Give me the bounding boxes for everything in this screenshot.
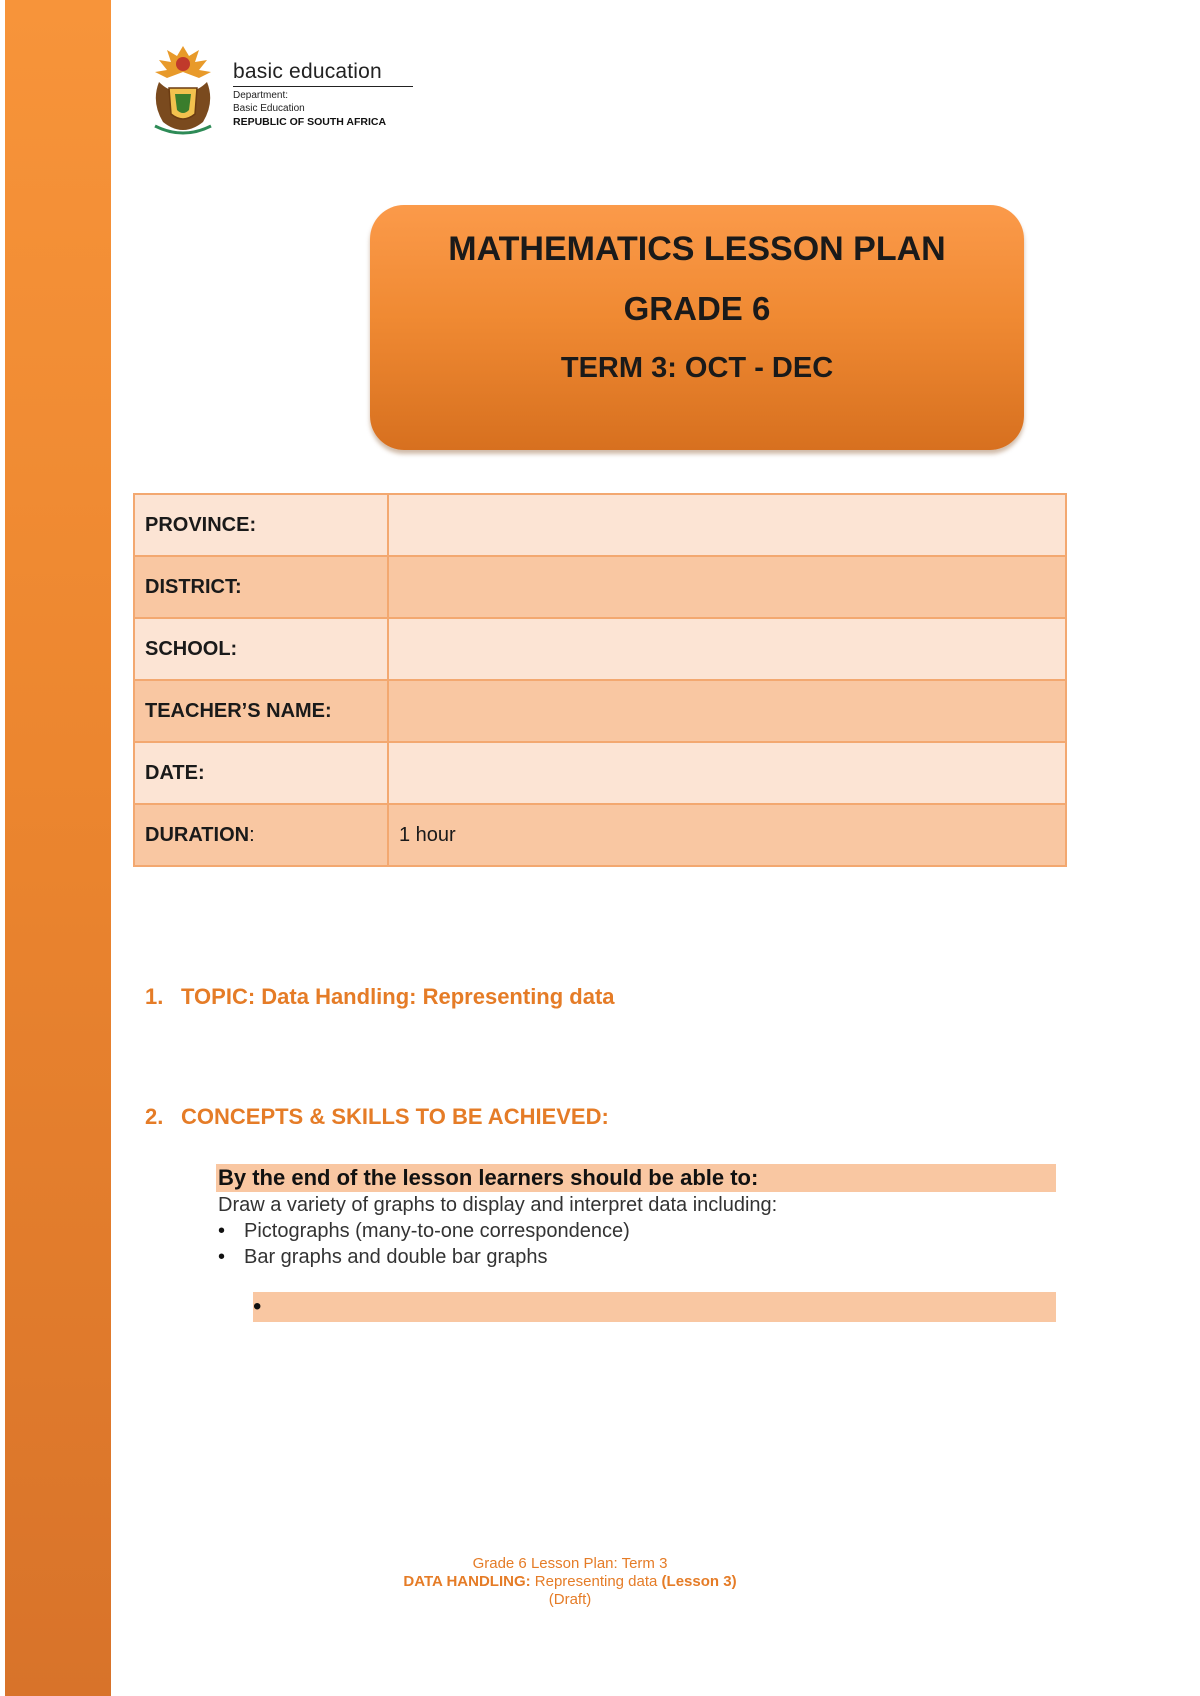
footer-lesson: (Lesson 3): [661, 1573, 737, 1590]
document-title: MATHEMATICS LESSON PLAN: [448, 230, 946, 268]
topic-text: TOPIC: Data Handling: Representing data: [181, 984, 615, 1009]
coat-of-arms-icon: [145, 42, 221, 137]
duration-label: DURATION: [145, 823, 250, 846]
table-row: [134, 742, 1066, 804]
list-item: • Bar graphs and double bar graphs: [216, 1244, 1056, 1270]
bullet-mark: •: [253, 1293, 262, 1320]
term-title: TERM 3: OCT - DEC: [560, 352, 834, 384]
concepts-text: CONCEPTS & SKILLS TO BE ACHIEVED:: [181, 1104, 609, 1129]
province-value: [388, 494, 1066, 556]
teacher-name-label: TEACHER’S NAME:: [134, 680, 388, 742]
department-label: Department:: [233, 90, 289, 101]
brand-name: basic education: [233, 60, 382, 83]
table-row: [134, 556, 1066, 618]
page-footer: [290, 1555, 850, 1609]
title-banner: [370, 205, 1024, 450]
brand-underline: [233, 86, 413, 87]
topic-number: 1.: [145, 984, 164, 1009]
duration-label-colon: :: [249, 823, 255, 846]
date-value: [388, 742, 1066, 804]
objectives-list: [216, 1218, 1056, 1270]
table-row: [134, 494, 1066, 556]
grade-title: GRADE 6: [623, 290, 771, 327]
concepts-number: 2.: [145, 1104, 164, 1129]
duration-value: 1 hour: [388, 804, 1066, 866]
empty-bullet-row: [253, 1292, 1056, 1322]
school-label: SCHOOL:: [134, 618, 388, 680]
footer-line-1: Grade 6 Lesson Plan: Term 3: [472, 1555, 668, 1572]
province-label: PROVINCE:: [134, 494, 388, 556]
footer-subtopic: Representing data: [530, 1573, 662, 1590]
concepts-heading: [145, 1104, 609, 1130]
district-label: DISTRICT:: [134, 556, 388, 618]
topic-heading: [145, 984, 615, 1010]
objectives-block: [216, 1164, 1056, 1270]
district-value: [388, 556, 1066, 618]
footer-line-3: (Draft): [548, 1591, 592, 1608]
list-item: • Pictographs (many-to-one correspondence): [216, 1218, 1056, 1244]
footer-topic: DATA HANDLING:: [403, 1573, 531, 1590]
country-name: REPUBLIC OF SOUTH AFRICA: [233, 116, 387, 128]
date-label: DATE:: [134, 742, 388, 804]
lesson-info-table: [133, 493, 1067, 867]
teacher-name-value: [388, 680, 1066, 742]
table-row: [134, 804, 1066, 866]
footer-line-2: [290, 1573, 850, 1591]
department-name: Basic Education: [233, 103, 305, 114]
side-accent-bar: [5, 0, 111, 1696]
department-logo: [145, 42, 425, 137]
school-value: [388, 618, 1066, 680]
table-row: [134, 618, 1066, 680]
objectives-intro: Draw a variety of graphs to display and interpret data including:: [218, 1194, 778, 1216]
duration-label-cell: [134, 804, 388, 866]
table-row: [134, 680, 1066, 742]
objectives-heading: By the end of the lesson learners should be able to:: [216, 1164, 1056, 1192]
